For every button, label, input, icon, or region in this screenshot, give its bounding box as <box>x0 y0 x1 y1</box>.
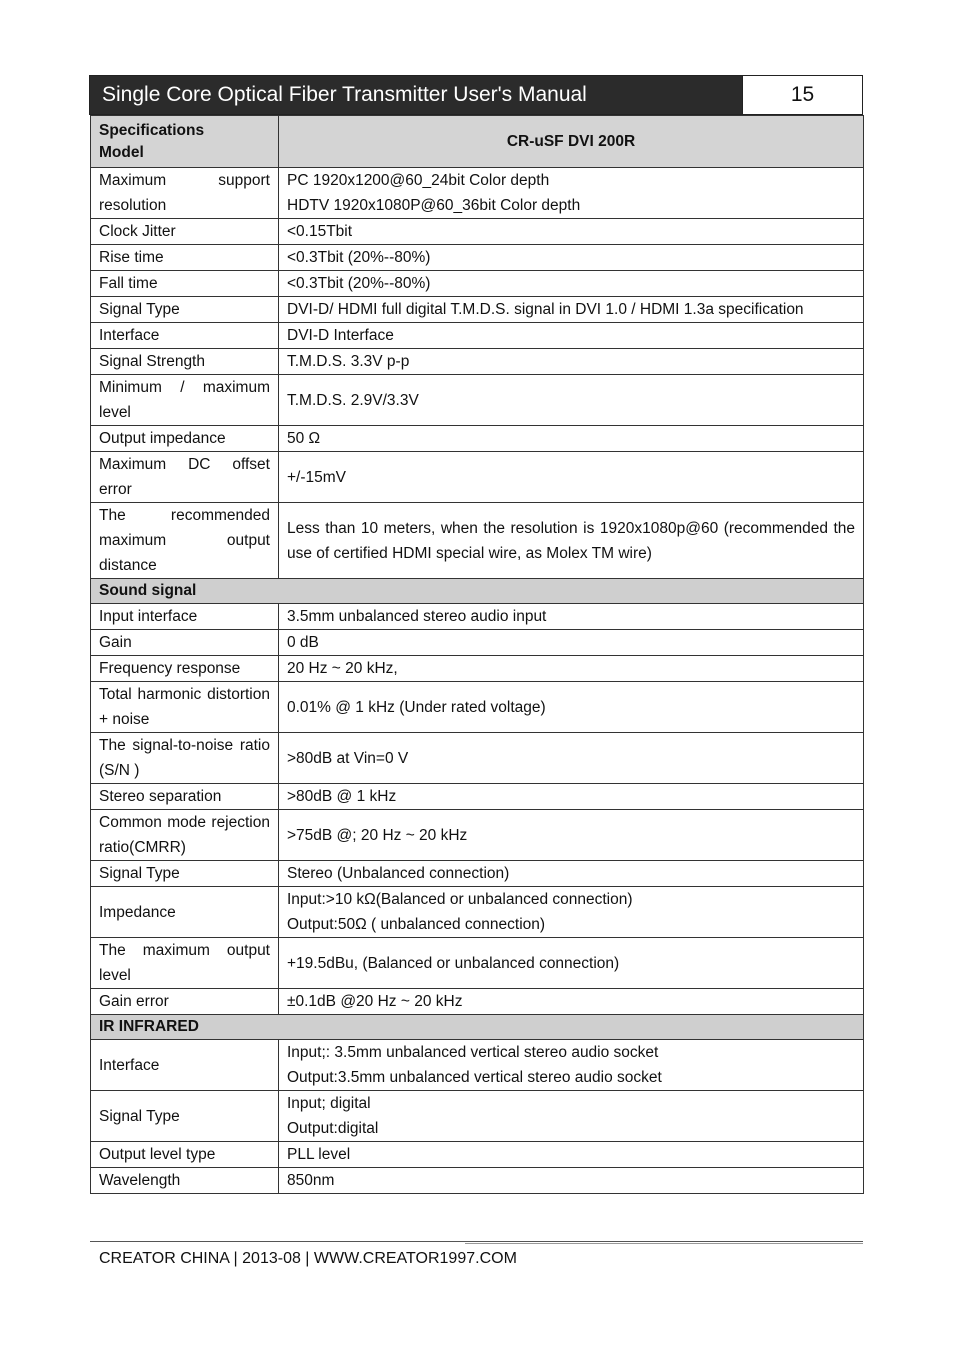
value-line: 0 dB <box>287 634 319 651</box>
table-row <box>91 784 864 810</box>
row-value <box>279 219 864 245</box>
row-value <box>279 375 864 426</box>
table-row <box>91 887 864 938</box>
table-row <box>91 989 864 1015</box>
footer-divider-accent <box>465 1243 863 1244</box>
value-line: T.M.D.S. 3.3V p-p <box>287 353 410 370</box>
value-line: Input:>10 kΩ(Balanced or unbalanced connection) <box>287 891 633 908</box>
footer-text: CREATOR CHINA | 2013-08 | WWW.CREATOR1997.COM <box>99 1250 517 1267</box>
row-value <box>279 630 864 656</box>
table-row <box>91 656 864 682</box>
value-line: PLL level <box>287 1146 351 1163</box>
value-line: +19.5dBu, (Balanced or unbalanced connection) <box>287 954 620 972</box>
row-value <box>279 733 864 784</box>
page-number: 15 <box>742 76 862 114</box>
row-label: Maximum DC offset error <box>91 452 279 503</box>
row-value <box>279 887 864 938</box>
ir-infrared-section-title: IR INFRARED <box>91 1015 864 1040</box>
value-line: Output:digital <box>287 1120 379 1137</box>
table-row <box>91 1142 864 1168</box>
row-value <box>279 1168 864 1194</box>
table-row <box>91 245 864 271</box>
row-label: Signal Strength <box>91 349 279 375</box>
row-value <box>279 271 864 297</box>
table-row <box>91 604 864 630</box>
row-value <box>279 503 864 579</box>
row-label: Clock Jitter <box>91 219 279 245</box>
row-value <box>279 349 864 375</box>
table-row <box>91 938 864 989</box>
row-label: The maximum output level <box>91 938 279 989</box>
page-header <box>89 75 863 115</box>
manual-title: Single Core Optical Fiber Transmitter User's Manual <box>90 76 742 114</box>
row-label: Common mode rejection ratio(CMRR) <box>91 810 279 861</box>
value-line: DVI-D Interface <box>287 327 394 344</box>
table-row <box>91 1168 864 1194</box>
table-row <box>91 168 864 219</box>
value-line: 20 Hz ~ 20 kHz, <box>287 660 398 677</box>
table-row <box>91 1040 864 1091</box>
value-line: <0.3Tbit (20%--80%) <box>287 275 431 292</box>
spec-model-label <box>91 116 279 168</box>
row-label: Signal Type <box>91 297 279 323</box>
model-name: CR-uSF DVI 200R <box>279 116 864 168</box>
value-line: <0.3Tbit (20%--80%) <box>287 249 431 266</box>
value-line: Input; digital <box>287 1095 371 1112</box>
table-row <box>91 452 864 503</box>
row-label: Fall time <box>91 271 279 297</box>
table-row <box>91 297 864 323</box>
row-label: Output impedance <box>91 426 279 452</box>
value-line: >80dB at Vin=0 V <box>287 749 409 767</box>
row-label: Rise time <box>91 245 279 271</box>
row-value <box>279 245 864 271</box>
row-label: Interface <box>91 323 279 349</box>
row-value <box>279 656 864 682</box>
value-line: 3.5mm unbalanced stereo audio input <box>287 608 547 625</box>
footer-divider <box>90 1241 863 1242</box>
row-label: Output level type <box>91 1142 279 1168</box>
table-row <box>91 630 864 656</box>
sound-signal-section-title: Sound signal <box>91 579 864 604</box>
value-line: ±0.1dB @20 Hz ~ 20 kHz <box>287 993 463 1010</box>
value-line: <0.15Tbit <box>287 223 353 240</box>
value-line: HDTV 1920x1080P@60_36bit Color depth <box>287 197 581 214</box>
row-value <box>279 682 864 733</box>
row-label: Frequency response <box>91 656 279 682</box>
row-value <box>279 1142 864 1168</box>
value-line: >80dB @ 1 kHz <box>287 788 397 805</box>
row-value <box>279 810 864 861</box>
spec-label: Specifications <box>99 121 205 139</box>
table-header-row <box>91 116 864 168</box>
row-value <box>279 861 864 887</box>
row-label: The signal-to-noise ratio (S/N ) <box>91 733 279 784</box>
row-value <box>279 323 864 349</box>
value-line: +/-15mV <box>287 468 347 486</box>
row-label: Signal Type <box>91 861 279 887</box>
table-row <box>91 1091 864 1142</box>
row-value <box>279 604 864 630</box>
row-label: Impedance <box>91 887 279 938</box>
table-row <box>91 375 864 426</box>
table-row <box>91 349 864 375</box>
row-value <box>279 989 864 1015</box>
specifications-table <box>90 115 864 1194</box>
table-row <box>91 810 864 861</box>
row-label: Stereo separation <box>91 784 279 810</box>
row-value <box>279 938 864 989</box>
value-line: PC 1920x1200@60_24bit Color depth <box>287 172 550 189</box>
table-row <box>91 271 864 297</box>
table-row <box>91 219 864 245</box>
row-value <box>279 1091 864 1142</box>
row-label: Minimum / maximum level <box>91 375 279 426</box>
value-line: >75dB @; 20 Hz ~ 20 kHz <box>287 826 468 844</box>
row-label: Gain <box>91 630 279 656</box>
row-value <box>279 1040 864 1091</box>
table-row <box>91 503 864 579</box>
value-line: 50 Ω <box>287 430 321 447</box>
table-row <box>91 323 864 349</box>
row-value <box>279 426 864 452</box>
row-label: Interface <box>91 1040 279 1091</box>
value-line: 850nm <box>287 1172 335 1189</box>
row-label: Input interface <box>91 604 279 630</box>
row-label: Wavelength <box>91 1168 279 1194</box>
value-line: Stereo (Unbalanced connection) <box>287 865 510 882</box>
table-row <box>91 682 864 733</box>
model-label: Model <box>99 143 144 161</box>
value-line: Output:50Ω ( unbalanced connection) <box>287 916 546 933</box>
row-value <box>279 452 864 503</box>
ir-infrared-section <box>91 1015 864 1040</box>
table-row <box>91 426 864 452</box>
value-line: Output:3.5mm unbalanced vertical stereo audio socket <box>287 1069 662 1086</box>
value-line: T.M.D.S. 2.9V/3.3V <box>287 391 419 409</box>
row-label: Total harmonic distortion + noise <box>91 682 279 733</box>
table-row <box>91 733 864 784</box>
table-row <box>91 861 864 887</box>
value-line: Input;: 3.5mm unbalanced vertical stereo audio socket <box>287 1044 659 1061</box>
sound-signal-section <box>91 579 864 604</box>
row-value <box>279 297 864 323</box>
row-value <box>279 168 864 219</box>
value-line: 0.01% @ 1 kHz (Under rated voltage) <box>287 698 546 716</box>
value-line: DVI-D/ HDMI full digital T.M.D.S. signal in DVI 1.0 / HDMI 1.3a specification <box>287 301 804 318</box>
row-label: Signal Type <box>91 1091 279 1142</box>
row-value <box>279 784 864 810</box>
value-line: Less than 10 meters, when the resolution is 1920x1080p@60 (recommended the use of certified HDMI special wire, as Molex TM wire) <box>287 519 855 562</box>
row-label: Maximum support resolution <box>91 168 279 219</box>
row-label: Gain error <box>91 989 279 1015</box>
row-label: The recommended maximum output distance <box>91 503 279 579</box>
